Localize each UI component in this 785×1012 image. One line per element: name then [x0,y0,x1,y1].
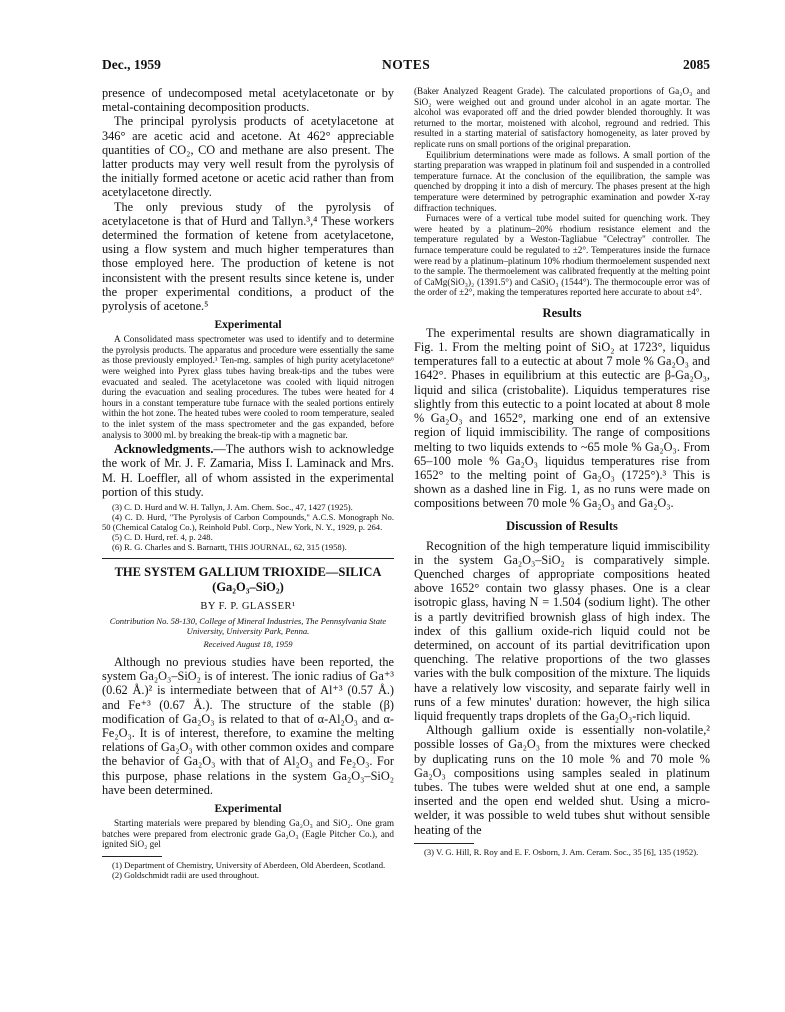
paragraph: Although gallium oxide is essentially non-volatile,² possible losses of Ga₂O₃ from the mixtures were checked by duplicating runs on the 10 mole % and 70 mole % Ga₂O₃ compositions using samples sealed in platinum tubes. The tubes were welded shut at one end, a sample inserted and the open end welded shut. Using a micro-welder, it was possible to weld tubes shut without sensible heating of the [414,723,710,837]
paragraph: The principal pyrolysis products of acetylacetone at 346° are acetic acid and acetone. At 462° appreciable quantities of CO₂, CO and methane are also present. The latter products may very well result from the pyrolysis of the initially formed acetone or acetic acid rather than from acetylacetone directly. [102,114,394,200]
paragraph: Equilibrium determinations were made as follows. A small portion of the starting preparation was wrapped in platinum foil and suspended in a controlled temperature furnace. At the conclusion of the equilibration, the sample was quenched by dropping it into a dish of mercury. The phases present at the high temperature were determined by petrographic examination and powder X-ray diffraction techniques. [414,149,710,213]
running-header [102,57,710,73]
left-column [102,86,394,988]
reference: (4) C. D. Hurd, "The Pyrolysis of Carbon Compounds," A.C.S. Monograph No. 50 (Chemical Catalog Co.), Reinhold Publ. Corp., New York, N. Y., 1929, p. 264. [102,512,394,532]
divider [102,558,394,559]
section-heading: Experimental [214,319,282,332]
paragraph: Recognition of the high temperature liquid immiscibility in the system Ga₂O₃–SiO₂ is comparatively simple. Quenched charges of appropriate compositions heated above 1652° contain two glassy phases. One is a clear isotropic glass, having N = 1.504 (sodium light). The other is a partly devitrified brownish glass of high index. The index of this gallium oxide-rich liquid could not be determined, on account of its partial devitrification upon quenching. The relative proportions of the two glasses varies with the bulk composition of the mixture. The liquids have a relatively low viscosity, and separate fairly well in runs of a few minutes' duration: however, the high silica liquid frequently traps droplets of the Ga₂O₃-rich liquid. [414,538,710,723]
paragraph: Starting materials were prepared by blending Ga₂O₃ and SiO₂. One gram batches were prepared from electronic grade Ga₂O₃ (Eagle Pitcher Co.), and ignited SiO₂ gel [102,818,394,850]
paragraph: Although no previous studies have been reported, the system Ga₂O₃–SiO₂ is of interest. The ionic radius of Ga⁺³ (0.62 Å.)² is intermediate between that of Al⁺³ (0.57 Å.) and Fe⁺³ (0.67 Å.). The structure of the stable (β) modification of Ga₂O₃ is related to that of α-Al₂O₃ and α-Fe₂O₃. It is of interest, therefore, to examine the melting relations of Ga₂O₃ with other common oxides and compare the behavior of Ga₂O₃ with that of Al₂O₃ and Fe₂O₃. For this purpose, phase relations in the system Ga₂O₃–SiO₂ have been determined. [102,655,394,797]
page-number: 2085 [683,57,710,72]
reference-list [102,502,394,552]
section-heading: Discussion of Results [506,518,618,533]
section-heading: Results [542,305,582,320]
footnote: (1) Department of Chemistry, University of Aberdeen, Old Aberdeen, Scotland. [112,859,386,870]
ack-text: —The authors wish to acknowledge the work of Mr. J. F. Zamaria, Miss I. Laminack and Mrs. M. H. Loeffler, all of whom assisted in the experimental portion of this study. [102,442,394,499]
paragraph: presence of undecomposed metal acetylacetonate or by metal-containing decomposition products. [102,86,394,115]
paragraph: A Consolidated mass spectrometer was used to identify and to determine the pyrolysis products. The apparatus and procedure were essentially the same as those previously employed.¹ Ten-mg. samples of high purity acetylacetone⁶ were weighed into Pyrex glass tubes having break-tips and the tubes were evacuated and sealed. The acetylacetone was cooled with liquid nitrogen during the evacuation and sealing procedures. The tubes were heated for 4 hours in a constant temperature tube furnace with the sealed portions entirely within the hot zone. The heated tubes were cooled to room temperature, sealed to the inlet system of the mass spectrometer and the gas expanded, before analysis to 3000 ml. by breaking the break-tip with a magnetic bar. [102,334,394,440]
paragraph: The only previous study of the pyrolysis of acetylacetone is that of Hurd and Tallyn.³,⁴ These workers determined the formation of ketene from acetylacetone, using a flow system and much higher temperatures than those employed here. The production of ketene is not inconsistent with the present results since ketene is, under the proper experimental conditions, a product of the pyrolysis of acetone.⁵ [102,199,394,314]
footnote-rule [414,843,474,844]
reference: (3) C. D. Hurd and W. H. Tallyn, J. Am. Chem. Soc., 47, 1427 (1925). [112,502,353,512]
footnote-rule [102,856,162,857]
article-title: THE SYSTEM GALLIUM TRIOXIDE—SILICA (Ga₂O₃–SiO₂) [114,565,382,594]
reference: (6) R. G. Charles and S. Barnartt, THIS JOURNAL, 62, 315 (1958). [112,542,347,552]
header-section: NOTES [382,57,431,72]
reference: (5) C. D. Hurd, ref. 4, p. 248. [112,532,213,542]
right-column [414,86,710,988]
received-date: Received August 18, 1959 [203,639,293,649]
paragraph: (Baker Analyzed Reagent Grade). The calculated proportions of Ga₂O₃ and SiO₂ were weighed out and ground under alcohol in an agate mortar. The alcohol was evaporated off and the dried powder blended thoroughly. It was returned to the mortar, moistened with alcohol, reground and redried. This resulted in a starting material of satisfactory homogeneity, as later proved by replicate runs on small portions of the original preparation. [414,86,710,149]
acknowledgments [102,442,394,499]
affiliation: Contribution No. 58-130, College of Mineral Industries, The Pennsylvania State University, University Park, Penna. [109,616,387,636]
paragraph: The experimental results are shown diagramatically in Fig. 1. From the melting point of SiO₂ at 1723°, liquidus temperatures fall to a eutectic at about 7 mole % Ga₂O₃ and 1642°. Phases in equilibrium at this eutectic are β-Ga₂O₃, liquid and silica (cristobalite). Liquidus temperatures rise slightly from this eutectic to a point located at about 8 mole % Ga₂O₃ and 1652°, marking one end of an extensive region of liquid immiscibility. The range of compositions melting to two liquids extends to ~65 mole % Ga₂O₃. From 65–100 mole % Ga₂O₃ liquidus temperatures rise from 1652° to the melting point of Ga₂O₃ (1725°).³ This is shown as a dashed line in Fig. 1, as no runs were made on compositions between 70 mole % Ga₂O₃ and Ga₂O₃. [414,325,710,511]
footnote: (2) Goldschmidt radii are used throughout. [112,869,260,880]
footnote: (3) V. G. Hill, R. Roy and E. F. Osborn, J. Am. Ceram. Soc., 35 [6], 135 (1952). [424,846,699,857]
paragraph: Furnaces were of a vertical tube model suited for quenching work. They were heated by a platinum–20% rhodium resistance element and the temperature regulated by a Weston-Tagliabue "Celectray" controller. The furnace temperature could be regulated to ±2°. Temperatures inside the furnace were read by a platinum–platinum 10% rhodium thermoelement suspended next to the sample. The thermoelement was calibrated frequently at the melting point of CaMg(SiO₃)₂ (1391.5°) and CaSiO₃ (1544°). The thermocouple error was of the order of ±2°, making the temperatures reported here accurate to about ±4°. [414,213,710,298]
header-date: Dec., 1959 [102,57,161,72]
ack-label: Acknowledgments. [114,442,214,457]
section-heading: Experimental [214,803,282,816]
author-byline: BY F. P. GLASSER¹ [200,601,296,612]
